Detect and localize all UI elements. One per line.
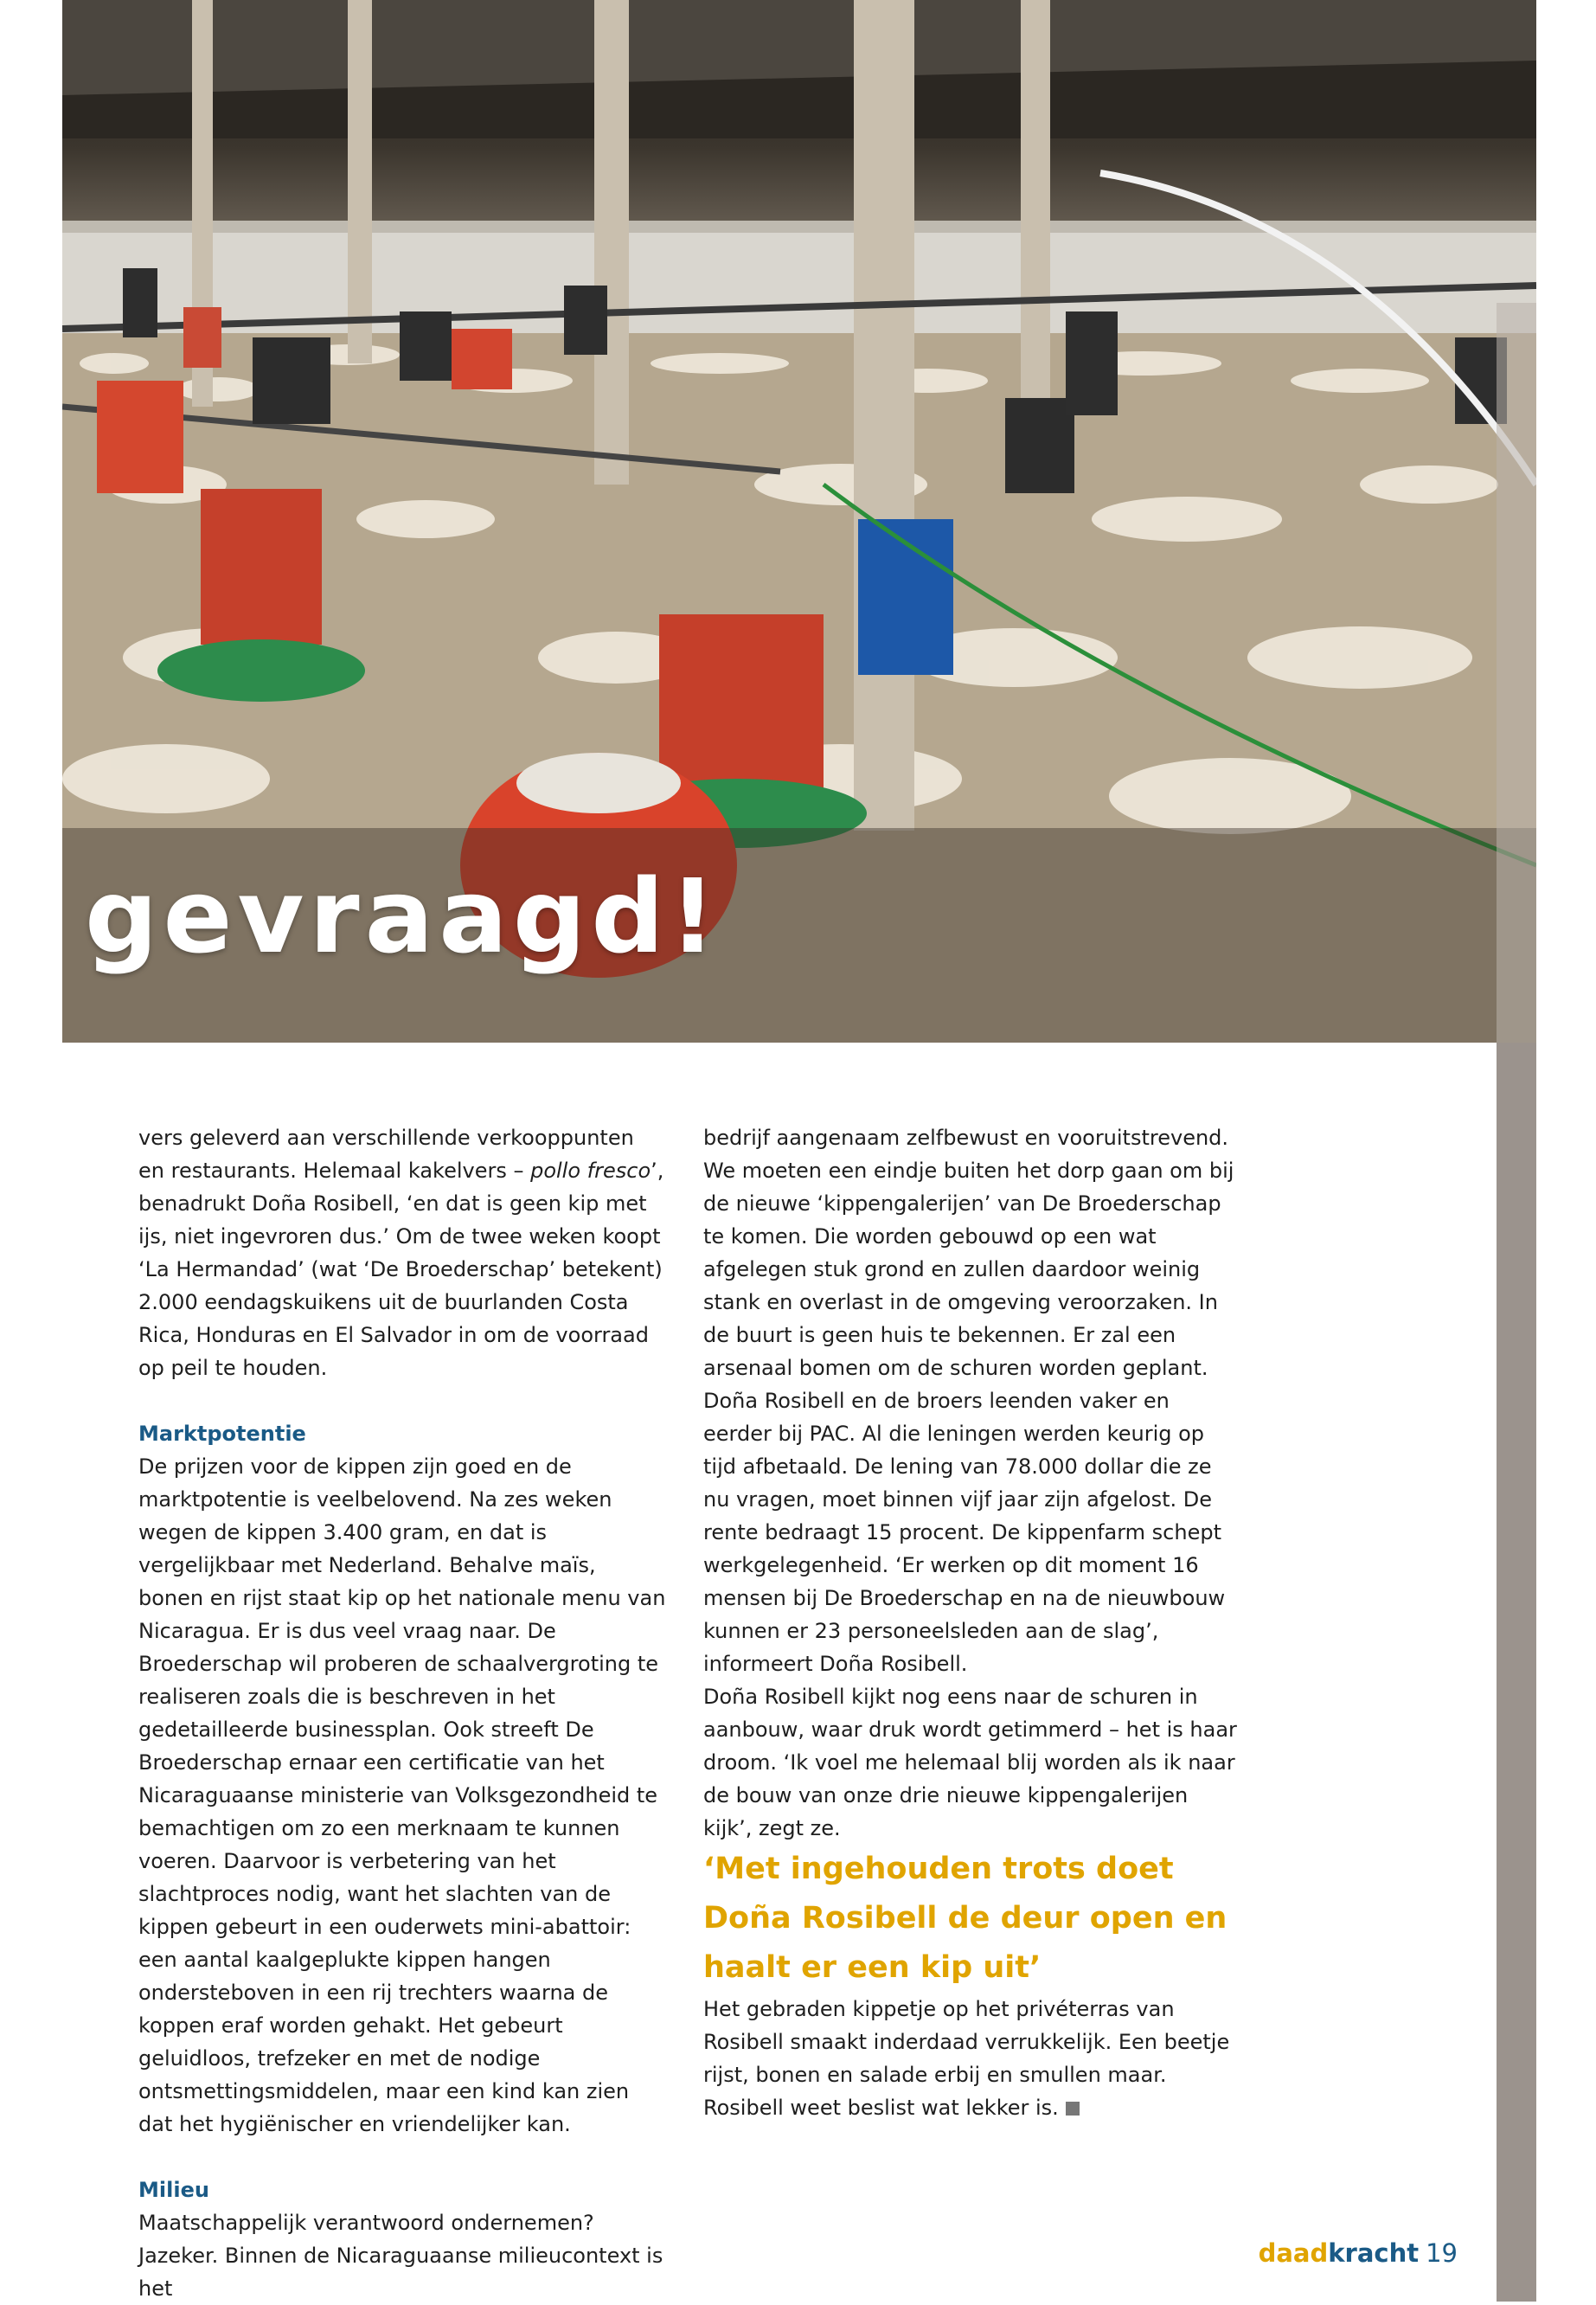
side-bar-upper [1497, 303, 1536, 1043]
intro-text: vers geleverd aan verschillende verkooppunten en restaurants. Helemaal kakelvers – [138, 1126, 634, 1183]
paragraph-milieu: Maatschappelijk verantwoord ondernemen? Jazeker. Binnen de Nicaraguaanse milieucontext is het [138, 2211, 663, 2301]
paragraph-lening: Doña Rosibell en de broers leenden vaker en eerder bij PAC. Al die leningen werden keurig op tijd afbetaald. De lening van 78.000 dollar die ze nu vragen, moet binnen vijf jaar zijn afgelost. De rente bedraagt 15 procent. De kippenfarm schept werkgelegenheid. ‘Er werken op dit moment 16 mensen bij De Broederschap en na de nieuwbouw kunnen er 23 personeelsleden aan de slag’, informeert Doña Rosibell. [703, 1389, 1226, 1676]
brand-daad: daad [1258, 2238, 1329, 2268]
brand-kracht: kracht [1328, 2238, 1420, 2268]
intro-paragraph [138, 1121, 666, 1384]
closing-text: Het gebraden kippetje op het privéterras van Rosibell smaakt inderdaad verrukkelijk. Een beetje rijst, bonen en salade erbij en smullen maar. Rosibell weet beslist wat lekker is. [703, 1997, 1230, 2120]
paragraph-marktpotentie: De prijzen voor de kippen zijn goed en de marktpotentie is veelbelovend. Na zes weken wegen de kippen 3.400 gram, en dat is vergelijkbaar met Nederland. Behalve maïs, bonen en rijst staat kip op het nationale menu van Nicaragua. Er is dus veel vraag naar. De Broederschap wil proberen de schaalvergroting te realiseren zoals die is beschreven in het gedetailleerde businessplan. Ook streeft De Broederschap ernaar een certificatie van het Nicaraguaanse ministerie van Volksgezondheid te bemachtigen om zo een merknaam te kunnen voeren. Daarvoor is verbetering van het slachtproces nodig, want het slachten van de kippen gebeurt in een ouderwets mini-abattoir: een aantal kaalgeplukte kippen hangen ondersteboven in een rij trechters waarna de koppen eraf worden gehakt. Het gebeurt geluidloos, trefzeker en met de nodige ontsmettingsmiddelen, maar een kind kan zien dat het hygiënischer en vriendelijker kan. [138, 1454, 666, 2136]
subheading-marktpotentie: Marktpotentie [138, 1422, 306, 1446]
end-of-article-square-icon [1066, 2102, 1080, 2116]
page-title: gevraagd! [85, 857, 721, 976]
pull-quote: ‘Met ingehouden trots doet Doña Rosibell de deur open en haalt er een kip uit’ [703, 1852, 1227, 1985]
intro-text-rest: ’, benadrukt Doña Rosibell, ‘en dat is geen kip met ijs, niet ingevroren dus.’ Om de twee weken koopt ‘La Hermandad’ (wat ‘De Broederschap’ betekent) 2.000 eendagskuikens uit de buurlanden Costa Rica, Honduras en El Salvador in om de voorraad op peil te houden. [138, 1159, 664, 1380]
article-column-right [703, 1121, 1240, 2124]
paragraph-kippengalerijen: bedrijf aangenaam zelfbewust en vooruitstrevend. We moeten een eindje buiten het dorp gaan om bij de nieuwe ‘kippengalerijen’ van De Broederschap te komen. Die worden gebouwd op een wat afgelegen stuk grond en zullen daardoor weinig stank en overlast in de omgeving veroorzaken. In de buurt is geen huis te bekennen. Er zal een arsenaal bomen om de schuren worden geplant. [703, 1126, 1234, 1380]
page-number: 19 [1426, 2238, 1458, 2268]
paragraph-droom: Doña Rosibell kijkt nog eens naar de schuren in aanbouw, waar druk wordt getimmerd – het is haar droom. ‘Ik voel me helemaal blij worden als ik naar de bouw van onze drie nieuwe kippengalerijen kijk’, zegt ze. [703, 1685, 1237, 1840]
paragraph-slot [703, 1993, 1240, 2124]
intro-italic: pollo fresco [530, 1159, 651, 1183]
subheading-milieu: Milieu [138, 2178, 209, 2202]
side-bar [1497, 1043, 1536, 2302]
footer-brand [1259, 2238, 1458, 2268]
header-photo-chicken-barn [62, 0, 1536, 1043]
article-column-left [138, 1121, 666, 2305]
